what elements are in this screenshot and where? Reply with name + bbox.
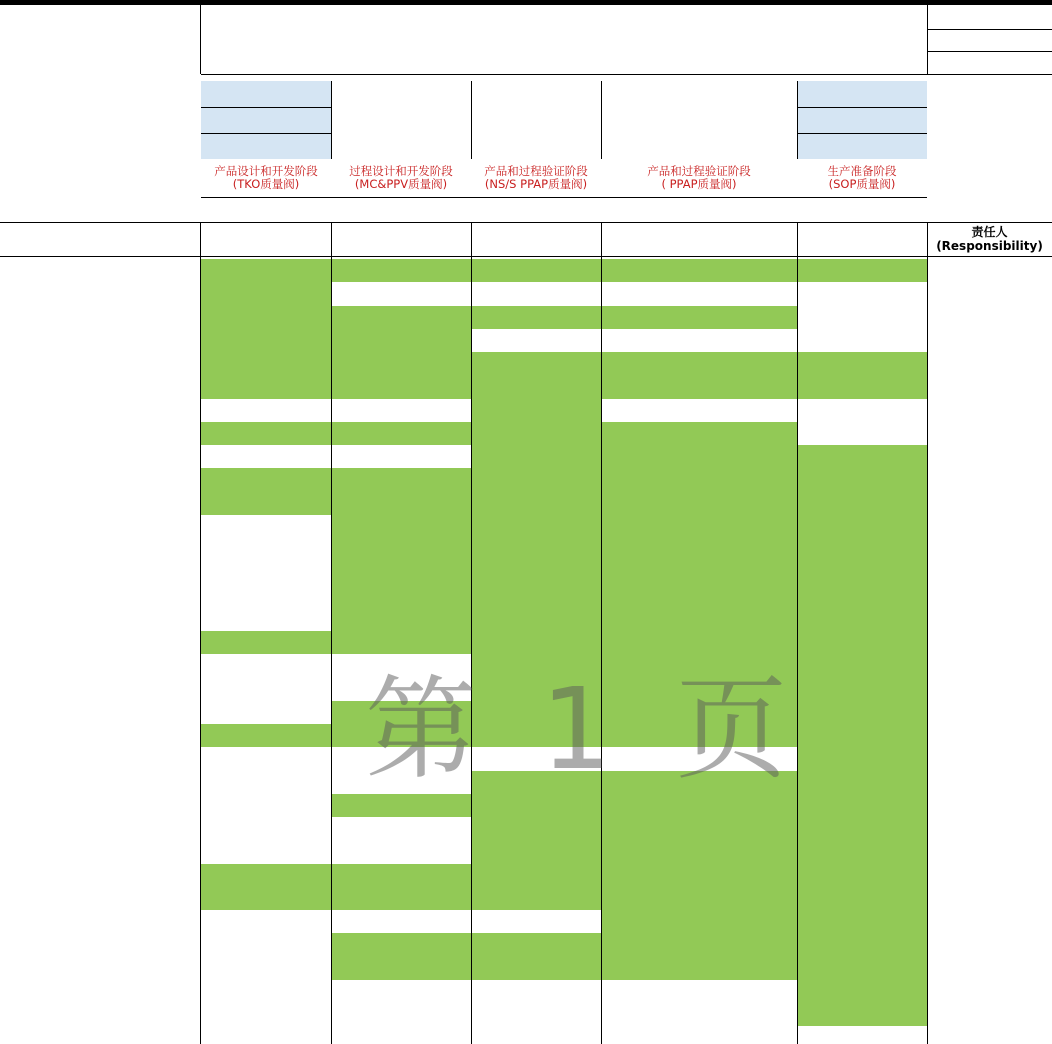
info-label [0,133,201,159]
status-cell [201,329,331,352]
status-cell [601,561,797,585]
grid-line [797,107,927,108]
row-description [0,375,201,399]
stage-header [471,159,601,197]
row-description [0,1003,201,1026]
status-cell [797,492,927,515]
status-cell [797,817,927,840]
row-description [0,678,201,701]
status-cell [331,957,471,980]
status-cell [797,957,927,980]
row-description [0,864,201,887]
stage-status-label [601,224,797,255]
status-cell [471,445,601,468]
row-responsibility [927,515,1052,538]
page-watermark: 第 1 页 [365,665,802,795]
status-cell [797,538,927,561]
info-label [0,107,201,133]
row-responsibility [927,631,1052,654]
status-cell [201,445,331,468]
row-description [0,422,201,445]
row-description [0,538,201,561]
stage-date [601,197,797,224]
status-cell [471,608,601,631]
stage-gate: (NS/S PPAP质量阀) [484,177,588,191]
row-responsibility [927,561,1052,585]
grid-line [201,74,1052,75]
status-cell [471,887,601,910]
row-responsibility [927,701,1052,724]
status-cell [471,910,601,933]
status-cell [471,422,601,445]
status-cell [601,375,797,399]
row-responsibility [927,957,1052,980]
status-cell [797,282,927,306]
status-cell [797,771,927,794]
status-cell [471,306,601,329]
status-cell [601,1003,797,1026]
status-cell [471,468,601,492]
status-cell [201,282,331,306]
status-cell [201,561,331,585]
row-responsibility [927,352,1052,375]
status-cell [201,1003,331,1026]
status-cell [601,492,797,515]
status-cell [471,399,601,422]
status-cell [201,608,331,631]
row-responsibility [927,864,1052,887]
status-cell [331,933,471,957]
info-value [201,81,331,107]
status-cell [797,701,927,724]
info-value [797,81,927,107]
status-cell [601,282,797,306]
status-cell [201,654,331,678]
status-cell [797,864,927,887]
doc-code [927,5,1052,29]
status-cell [601,329,797,352]
status-cell [201,352,331,375]
grid-line [601,81,602,159]
info-value [201,107,331,133]
row-description [0,492,201,515]
status-cell [797,910,927,933]
status-cell [797,980,927,1003]
status-cell [797,887,927,910]
status-cell [797,306,927,329]
stage-header [201,159,331,197]
status-cell [331,352,471,375]
status-cell [471,840,601,864]
row-responsibility [927,794,1052,817]
row-description [0,840,201,864]
status-cell [601,585,797,608]
stage-status-label [471,224,601,255]
row-responsibility [927,933,1052,957]
sheet-title [201,5,927,74]
status-cell [601,538,797,561]
status-cell [201,864,331,887]
status-cell [471,329,601,352]
stage-name: 过程设计和开发阶段 [349,164,453,179]
status-cell [601,468,797,492]
status-cell [471,515,601,538]
status-cell [471,933,601,957]
status-cell [471,538,601,561]
status-cell [331,910,471,933]
status-cell [331,817,471,840]
row-responsibility [927,282,1052,306]
row-responsibility [927,538,1052,561]
description-header [0,224,201,255]
status-cell [601,910,797,933]
row-description [0,794,201,817]
status-cell [797,654,927,678]
row-responsibility [927,840,1052,864]
status-cell [201,957,331,980]
status-cell [797,515,927,538]
info-label [0,81,201,107]
status-cell [331,492,471,515]
stage-gate: (MC&PPV质量阀) [354,177,448,191]
grid-line [927,29,1052,30]
row-responsibility [927,980,1052,1003]
row-description [0,329,201,352]
status-cell [797,608,927,631]
row-responsibility [927,585,1052,608]
status-cell [601,608,797,631]
status-cell [471,259,601,282]
status-cell [601,980,797,1003]
grid-line [797,133,927,134]
status-cell [601,957,797,980]
status-cell [331,887,471,910]
grid-line [331,222,332,1044]
status-cell [797,259,927,282]
status-cell [201,306,331,329]
row-responsibility [927,422,1052,445]
status-cell [201,771,331,794]
row-responsibility [927,306,1052,329]
responsibility-header [927,222,1052,257]
row-responsibility [927,445,1052,468]
stage-name: 生产准备阶段 [827,164,897,179]
status-cell [201,840,331,864]
stage-date [331,197,471,224]
status-cell [601,515,797,538]
status-cell [601,352,797,375]
status-cell [471,492,601,515]
row-description [0,631,201,654]
status-cell [201,259,331,282]
stage-date [201,197,331,224]
status-cell [201,468,331,492]
grid-line [201,107,331,108]
responsibility-label: (Responsibility) [936,238,1043,253]
status-cell [797,747,927,771]
stage-name: 产品和过程验证阶段 [484,164,588,179]
status-cell [201,399,331,422]
status-cell [601,840,797,864]
stage-header [797,159,927,197]
status-cell [331,561,471,585]
row-description [0,747,201,771]
stage-status-label [331,224,471,255]
status-cell [201,980,331,1003]
status-cell [797,422,927,445]
status-cell [601,422,797,445]
responsibility-label: 责任人 [971,225,1008,240]
row-description [0,608,201,631]
stage-status-label [797,224,927,255]
status-cell [471,375,601,399]
status-cell [797,468,927,492]
row-responsibility [927,399,1052,422]
info-label [601,133,797,159]
status-cell [601,864,797,887]
status-cell [331,282,471,306]
stage-name: 产品设计和开发阶段 [214,164,318,179]
grid-line [601,222,602,1044]
status-cell [797,375,927,399]
stage-gate: (SOP质量阀) [828,177,896,191]
row-description [0,259,201,282]
status-cell [471,864,601,887]
status-cell [201,515,331,538]
row-responsibility [927,608,1052,631]
planned-timing-label [0,203,201,224]
status-cell [331,840,471,864]
status-cell [797,933,927,957]
row-description [0,515,201,538]
row-description [0,399,201,422]
row-responsibility [927,771,1052,794]
row-responsibility [927,910,1052,933]
status-cell [797,329,927,352]
stage-name: 产品和过程验证阶段 [647,164,751,179]
status-cell [797,352,927,375]
status-cell [797,399,927,422]
status-cell [201,678,331,701]
status-cell [601,445,797,468]
stage-gate: ( PPAP质量阀) [661,177,737,191]
status-cell [201,701,331,724]
status-cell [471,561,601,585]
row-responsibility [927,678,1052,701]
grid-line [0,222,1052,223]
status-cell [201,585,331,608]
info-label [601,81,797,107]
grid-line [0,256,1052,257]
status-cell [331,329,471,352]
row-responsibility [927,1003,1052,1026]
status-cell [201,375,331,399]
grid-line [797,222,798,1044]
status-cell [201,724,331,747]
status-cell [331,538,471,561]
status-cell [201,817,331,840]
grid-line [927,5,928,74]
status-cell [471,282,601,306]
row-description [0,585,201,608]
status-cell [601,259,797,282]
row-description [0,352,201,375]
row-description [0,561,201,585]
status-cell [201,631,331,654]
row-description [0,724,201,747]
status-cell [331,259,471,282]
stage-status-label [201,224,331,255]
row-description [0,933,201,957]
grid-line [200,222,201,1044]
status-cell [797,794,927,817]
status-cell [331,422,471,445]
row-description [0,817,201,840]
status-cell [471,957,601,980]
row-responsibility [927,654,1052,678]
status-cell [201,887,331,910]
grid-line [471,81,472,159]
status-cell [331,306,471,329]
status-cell [331,864,471,887]
status-cell [201,910,331,933]
row-description [0,701,201,724]
status-cell [601,817,797,840]
status-cell [797,445,927,468]
row-description [0,445,201,468]
row-responsibility [927,817,1052,840]
status-cell [331,515,471,538]
row-description [0,980,201,1003]
status-cell [471,980,601,1003]
status-cell [331,399,471,422]
row-responsibility [927,329,1052,352]
status-cell [471,352,601,375]
stage-date [797,197,927,224]
status-cell [201,747,331,771]
row-description [0,282,201,306]
row-description [0,910,201,933]
status-cell [201,492,331,515]
info-value [201,133,331,159]
row-description [0,887,201,910]
grid-line [200,5,201,74]
grid-line [927,222,928,1044]
row-responsibility [927,747,1052,771]
row-responsibility [927,724,1052,747]
status-cell [471,1003,601,1026]
status-cell [601,306,797,329]
stage-header [601,159,797,197]
grid-line [927,51,1052,52]
row-responsibility [927,887,1052,910]
status-cell [331,608,471,631]
status-cell [471,585,601,608]
row-description [0,468,201,492]
row-responsibility [927,375,1052,399]
grid-line [201,197,927,198]
status-cell [797,678,927,701]
status-cell [797,840,927,864]
stage-date [471,197,601,224]
info-value [797,133,927,159]
row-responsibility [927,468,1052,492]
status-cell [601,933,797,957]
grid-line [201,133,331,134]
row-responsibility [927,259,1052,282]
status-cell [331,980,471,1003]
grid-line [797,81,798,159]
doc-version [927,51,1052,74]
status-cell [331,375,471,399]
grid-line [331,81,332,159]
stage-header [331,159,471,197]
status-cell [797,585,927,608]
doc-version-date [927,29,1052,51]
status-cell [797,631,927,654]
info-value [797,107,927,133]
row-description [0,771,201,794]
status-cell [201,538,331,561]
status-cell [201,933,331,957]
row-responsibility [927,492,1052,515]
status-cell [797,1003,927,1026]
status-cell [331,468,471,492]
row-description [0,957,201,980]
status-cell [471,817,601,840]
status-cell [797,561,927,585]
grid-line [471,222,472,1044]
row-description [0,654,201,678]
status-cell [601,399,797,422]
status-cell [201,422,331,445]
status-cell [331,1003,471,1026]
info-label [601,107,797,133]
status-cell [331,585,471,608]
status-cell [797,724,927,747]
row-description [0,306,201,329]
status-cell [331,445,471,468]
status-cell [601,887,797,910]
stage-gate: (TKO质量阀) [232,177,300,191]
status-cell [201,794,331,817]
